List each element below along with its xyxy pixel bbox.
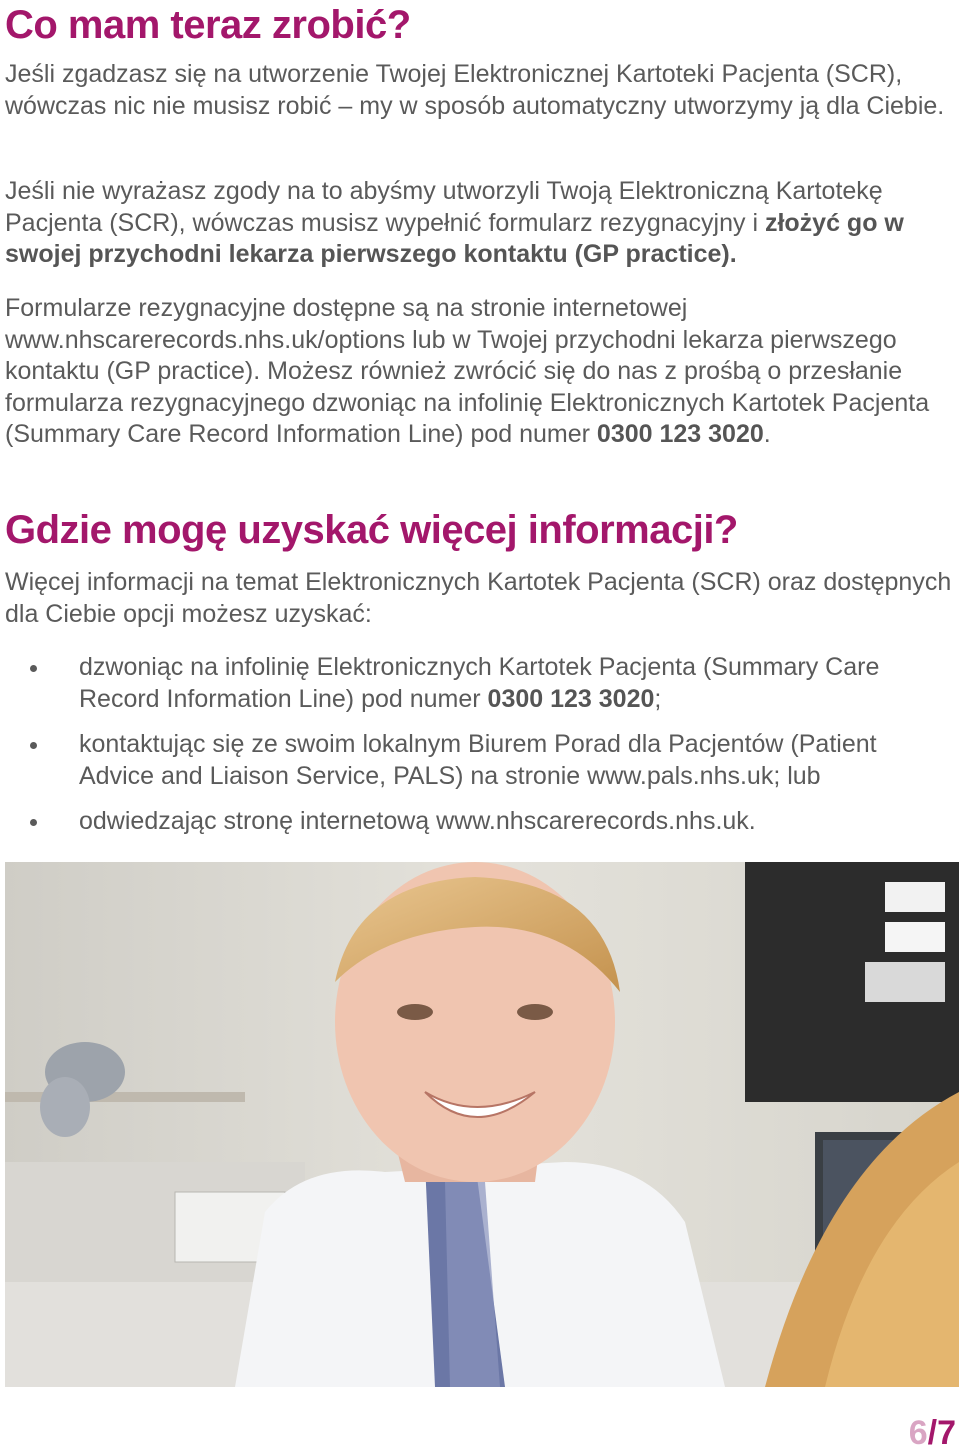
info-options-list xyxy=(0,652,960,852)
paragraph-forms-text: Formularze rezygnacyjne dostępne są na stronie internetowej www.nhscarerecords.nhs.uk/options lub w Twojej przychodni lekarza pierwszego kontaktu (GP practice). Możesz również zwrócić się do nas z prośbą o przesłanie formularza rezygnacyjnego dzwoniąc na infolinię Elektronicznych Kartotek Pacjenta (Summary Care Record Information Line) pod numer xyxy=(5,294,930,448)
paragraph-opt-out-text: Jeśli nie wyrażasz zgody na to abyśmy utworzyli Twoją Elektroniczną Kartotekę Pacjenta (SCR), wówczas musisz wypełnić formularz rezygnacyjny i xyxy=(5,177,883,237)
paragraph-more-info-intro: Więcej informacji na temat Elektronicznych Kartotek Pacjenta (SCR) oraz dostępnych dla Ciebie opcji możesz uzyskać: xyxy=(5,568,952,628)
list-item xyxy=(0,729,954,792)
list-item xyxy=(0,652,954,715)
bullet-icon xyxy=(30,742,37,749)
paragraph-opt-out-bold: złożyć go w swojej przychodni lekarza pierwszego kontaktu (GP practice). xyxy=(5,208,904,268)
page-number-total: 7 xyxy=(937,1414,956,1452)
bullet-icon xyxy=(30,665,37,672)
page-number-current: 6 xyxy=(908,1414,928,1452)
heading-what-to-do: Co mam teraz zrobić? xyxy=(5,3,411,47)
page-number xyxy=(909,1413,956,1453)
bullet-icon xyxy=(30,819,37,826)
heading-more-info: Gdzie mogę uzyskać więcej informacji? xyxy=(5,508,738,552)
doctor-photo xyxy=(5,862,959,1387)
paragraph-opt-out xyxy=(5,176,955,271)
list-item-text: odwiedzając stronę internetową www.nhscarerecords.nhs.uk. xyxy=(79,807,756,835)
list-item-end: ; xyxy=(654,684,662,713)
list-item-text: dzwoniąc na infolinię Elektronicznych Kartotek Pacjenta (Summary Care Record Information Line) pod numer xyxy=(79,653,880,713)
paragraph-forms xyxy=(5,293,955,451)
list-item xyxy=(0,806,954,838)
paragraph-forms-end: . xyxy=(763,420,771,448)
doctor-photo-illustration xyxy=(5,862,959,1387)
page-number-separator: / xyxy=(927,1414,938,1452)
paragraph-consent: Jeśli zgadzasz się na utworzenie Twojej Elektronicznej Kartoteki Pacjenta (SCR), wówczas nic nie musisz robić – my w sposób automatyczny utworzymy ją dla Ciebie. xyxy=(5,60,945,120)
phone-number: 0300 123 3020 xyxy=(596,420,764,448)
phone-number: 0300 123 3020 xyxy=(487,684,655,713)
list-item-text: kontaktując się ze swoim lokalnym Biurem Porad dla Pacjentów (Patient Advice and Liaison Service, PALS) na stronie www.pals.nhs.uk; lub xyxy=(79,730,877,790)
